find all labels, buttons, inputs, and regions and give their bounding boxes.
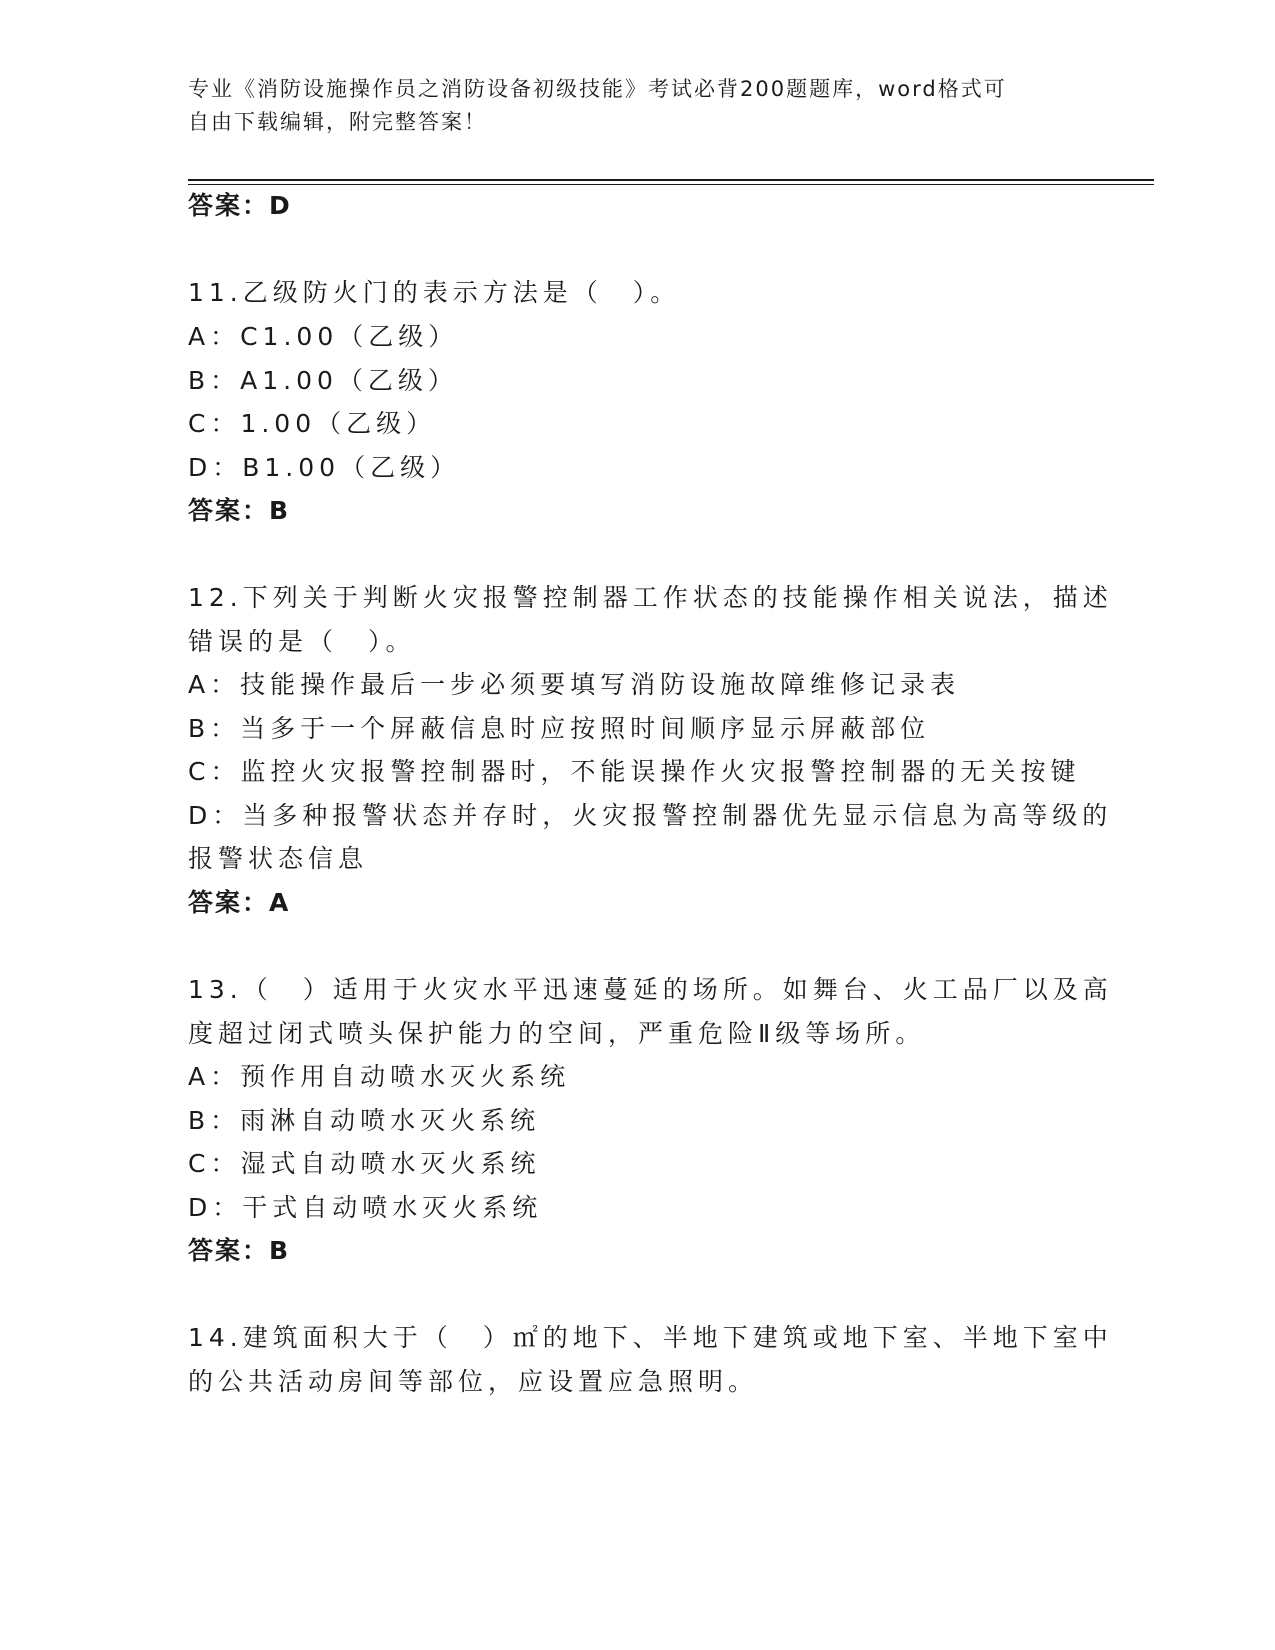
previous-answer: 答案：D (188, 191, 292, 220)
question-12-answer: 答案：A (188, 888, 291, 917)
question-13-option-a: A：预作用自动喷水灭火系统 (188, 1062, 571, 1091)
question-13-stem-line-1: 13.（ ）适用于火灾水平迅速蔓延的场所。如舞台、火工品厂以及高 (188, 975, 1113, 1004)
header-rule-thick (188, 179, 1154, 181)
header-line-1: 专业《消防设施操作员之消防设备初级技能》考试必背200题题库，word格式可 (188, 77, 1007, 101)
question-11-option-b: B：A1.00（乙级） (188, 366, 458, 395)
question-11-stem: 11.乙级防火门的表示方法是（ ）。 (188, 278, 681, 307)
question-14-stem-line-2: 的公共活动房间等部位，应设置应急照明。 (188, 1367, 759, 1396)
question-13-option-b: B：雨淋自动喷水灭火系统 (188, 1106, 541, 1135)
question-13-answer: 答案：B (188, 1236, 291, 1265)
question-11-answer: 答案：B (188, 496, 291, 525)
question-13-stem-line-2: 度超过闭式喷头保护能力的空间，严重危险Ⅱ级等场所。 (188, 1019, 926, 1048)
question-12-option-d-line-1: D：当多种报警状态并存时，火灾报警控制器优先显示信息为高等级的 (188, 801, 1113, 830)
question-11-option-a: A：C1.00（乙级） (188, 322, 459, 351)
question-12-option-b: B：当多于一个屏蔽信息时应按照时间顺序显示屏蔽部位 (188, 714, 931, 743)
question-12-stem-line-1: 12.下列关于判断火灾报警控制器工作状态的技能操作相关说法，描述 (188, 583, 1113, 612)
question-13-option-c: C：湿式自动喷水灭火系统 (188, 1149, 541, 1178)
document-header (188, 73, 1068, 139)
question-11-option-c: C：1.00（乙级） (188, 409, 437, 438)
question-12-option-d-line-2: 报警状态信息 (188, 844, 369, 873)
header-line-2: 自由下载编辑，附完整答案！ (188, 110, 487, 134)
question-11-option-d: D：B1.00（乙级） (188, 453, 461, 482)
question-12-stem-line-2: 错误的是（ ）。 (188, 627, 416, 656)
header-rule-thin (188, 184, 1154, 185)
question-12-option-a: A：技能操作最后一步必须要填写消防设施故障维修记录表 (188, 670, 961, 699)
question-14-stem-line-1: 14.建筑面积大于（ ）㎡的地下、半地下建筑或地下室、半地下室中 (188, 1323, 1113, 1352)
question-13-option-d: D：干式自动喷水灭火系统 (188, 1193, 543, 1222)
question-12-option-c: C：监控火灾报警控制器时，不能误操作火灾报警控制器的无关按键 (188, 757, 1081, 786)
